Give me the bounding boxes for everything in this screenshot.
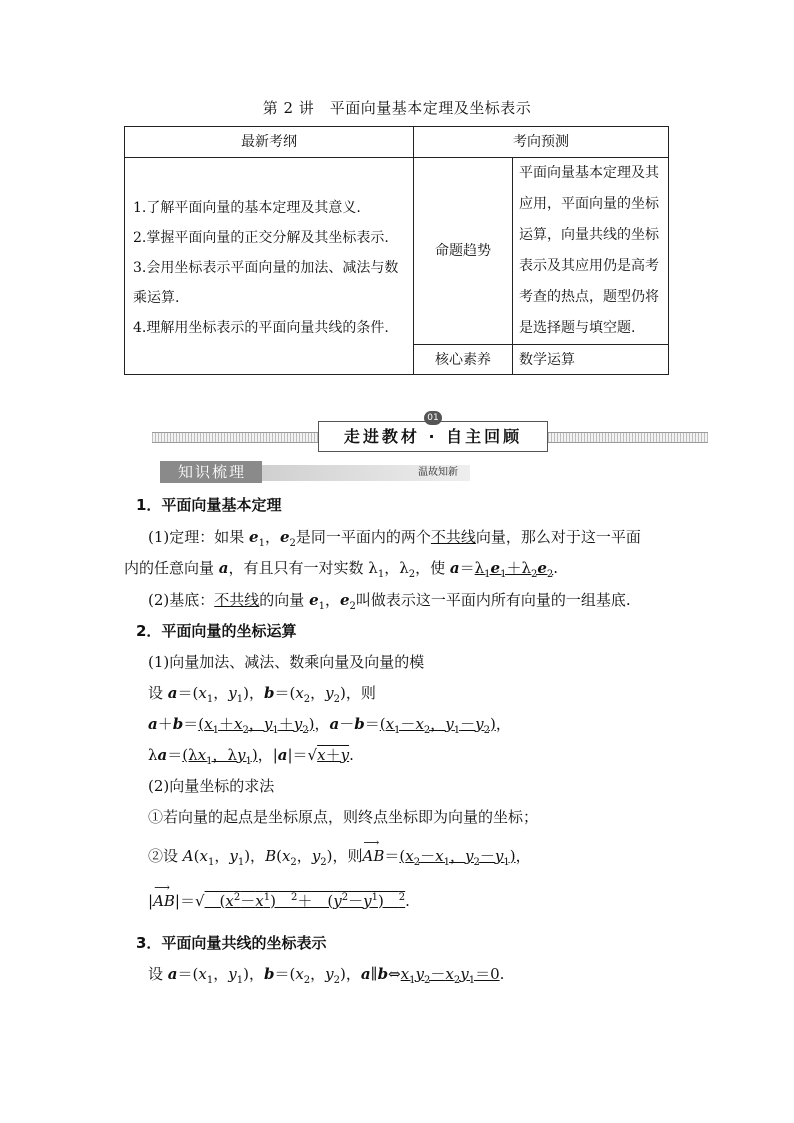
theorem-line-2: 内的任意向量 a，有且只有一对实数 $\lambda_1$，$\lambda_2$，使 $a=\lambda_1e_1+\lambda_2e_2$. xyxy=(124,559,559,580)
banner-title: 走进教材 · 自主回顾 xyxy=(318,421,548,452)
trend-label: 命题趋势 xyxy=(414,158,513,345)
requirement-item: 1.了解平面向量的基本定理及其意义. xyxy=(133,200,361,216)
coordinate-method-subheading: (2)向量坐标的求法 xyxy=(148,777,275,795)
heading-basic-theorem: 1．平面向量基本定理 xyxy=(136,496,282,514)
page-title: 第 2 讲 平面向量基本定理及坐标表示 xyxy=(262,99,532,117)
requirement-item: 2.掌握平面向量的正交分解及其坐标表示. xyxy=(133,230,389,246)
vector-definition-line: 设 $a=(x_1$，$y_1$)，$b=(x_2$，$y_2$)，则 xyxy=(148,684,376,705)
vector-ab-coordinates: ②设 $A(x_1$，$y_1$)，$B(x_2$，$y_2$)，则AB ⟶ $=(x_2-x_1$，$y_2-y_1$)， xyxy=(148,836,531,868)
scalar-modulus-formula: $\lambda a=(\lambda x_1$，$\lambda y_1$)，|a|＝√x＋y. xyxy=(148,746,354,767)
requirements-cell xyxy=(125,158,414,375)
operations-subheading: (1)向量加法、减法、数乘向量及向量的模 xyxy=(148,653,425,671)
outline-header-requirements: 最新考纲 xyxy=(125,127,414,158)
section-tab-subtitle: 温故知新 xyxy=(418,467,458,478)
requirement-item: 4.理解用坐标表示的平面向量共线的条件. xyxy=(133,320,389,336)
vector-ab-modulus: |AB ⟶ |＝√ $(x^2-x^1)$ $^2$＋ $(y^2-y^1)$ $^2$. xyxy=(148,881,410,910)
exam-outline-table xyxy=(124,126,669,375)
collinear-condition: 设 $a=(x_1$，$y_1$)，$b=(x_2$，$y_2$)，$a\parallel b\Leftrightarrow x_1y_2-x_2y_1=0$. xyxy=(148,965,505,986)
requirement-item: 3.会用坐标表示平面向量的加法、减法与数乘运算. xyxy=(133,260,399,306)
core-literacy-label: 核心素养 xyxy=(414,345,513,375)
banner-stripe-left xyxy=(152,432,318,443)
banner-stripe-right xyxy=(548,432,708,443)
section-tab-label: 知识梳理 xyxy=(160,461,262,483)
banner-number-badge: 01 xyxy=(424,411,442,425)
heading-coordinate-operations: 2．平面向量的坐标运算 xyxy=(136,622,297,640)
add-subtract-formula: $a+b=(x_1+x_2$，$y_1+y_2$)，$a-b=(x_1-x_2$，$y_1-y_2$)， xyxy=(148,715,511,736)
basis-definition: (2)基底：不共线的向量 $e_1$，$e_2$叫做表示这一平面内所有向量的一组基底. xyxy=(148,591,631,612)
theorem-line-1: (1)定理：如果 $e_1$，$e_2$是同一平面内的两个不共线向量，那么对于这一平面 xyxy=(148,528,641,549)
heading-collinear: 3．平面向量共线的坐标表示 xyxy=(136,934,327,952)
origin-rule: ①若向量的起点是坐标原点，则终点坐标即为向量的坐标； xyxy=(148,808,539,826)
knowledge-section-tab xyxy=(160,461,470,483)
section-banner xyxy=(152,413,712,458)
trend-text: 平面向量基本定理及其应用，平面向量的坐标运算，向量共线的坐标表示及其应用仍是高考考查的热点，题型仍将是选择题与填空题. xyxy=(513,158,669,345)
outline-header-forecast: 考向预测 xyxy=(414,127,669,158)
core-literacy-value: 数学运算 xyxy=(513,345,669,375)
